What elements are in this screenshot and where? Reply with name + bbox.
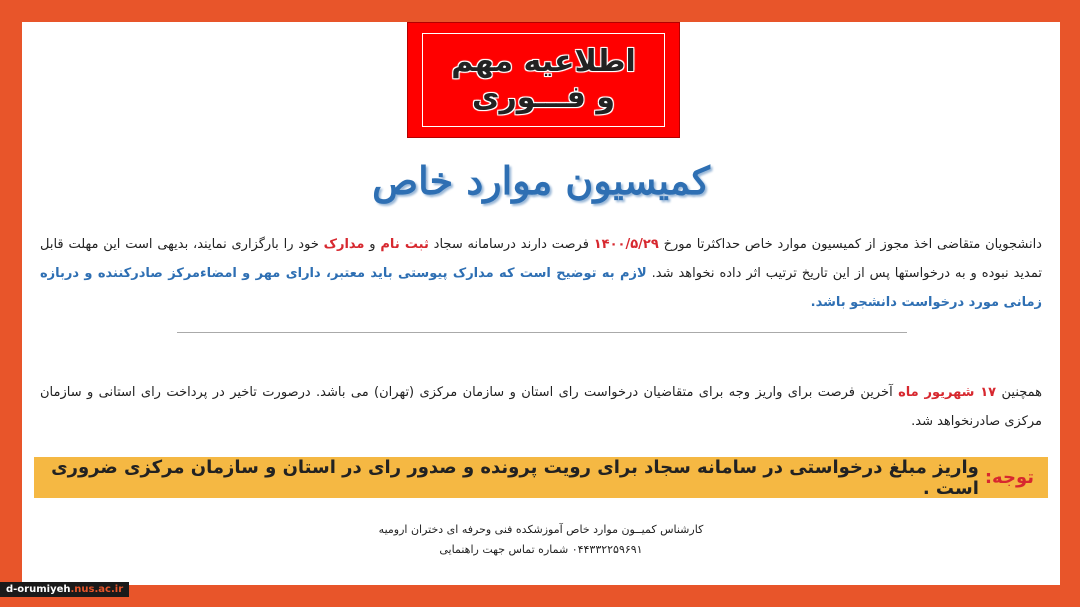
page-title: کمیسیون موارد خاص bbox=[372, 158, 710, 203]
url-suffix: .nus.ac.ir bbox=[70, 584, 124, 595]
footer-line-2: ۰۴۴۳۳۲۲۵۹۶۹۱ شماره تماس جهت راهنمایی bbox=[439, 543, 643, 556]
p2-text-2: آخرین فرصت برای واریز وجه برای متقاضیان درخواست رای استان و سازمان مرکزی (تهران) می باشد. درصورت تاخیر در پرداخت رای استانی و سازمان مرکزی صادرنخواهد شد. bbox=[40, 385, 1042, 429]
p1-text-1: دانشجویان متقاضی اخذ مجوز از کمیسیون موارد خاص حداکثرتا مورخ bbox=[658, 237, 1042, 252]
p1-text-2: فرصت دارند درسامانه سجاد bbox=[428, 237, 594, 252]
deadline-paragraph bbox=[40, 230, 1042, 317]
p1-text-3: و bbox=[364, 237, 381, 252]
attention-bar bbox=[34, 457, 1048, 498]
deadline-date: ۱۴۰۰/۵/۲۹ bbox=[593, 237, 659, 252]
p2-text-1: همچنین bbox=[996, 385, 1043, 400]
url-prefix: d-orumiyeh bbox=[6, 584, 71, 595]
urgent-banner-frame bbox=[422, 33, 665, 127]
footer-line-1: کارشناس کمیــون موارد خاص آموزشکده فنی وحرفه ای دختران ارومیه bbox=[378, 523, 704, 536]
announcement-card bbox=[22, 22, 1060, 585]
documents-keyword: مدارک bbox=[323, 237, 365, 252]
payment-deadline: ۱۷ شهریور ماه bbox=[898, 385, 997, 400]
divider-line bbox=[177, 332, 907, 333]
payment-paragraph bbox=[40, 378, 1042, 436]
registration-keyword: ثبت نام bbox=[380, 237, 429, 252]
site-url-watermark bbox=[0, 582, 129, 597]
contact-footer bbox=[22, 520, 1060, 560]
documents-requirement: لازم به توضیح است که مدارک پیوستی باید معتبر، دارای مهر و امضاءمرکز صادرکننده و دربازه زمانی مورد درخواست دانشجو باشد. bbox=[40, 266, 1042, 310]
attention-text: واریز مبلغ درخواستی در سامانه سجاد برای رویت پرونده و صدور رای در استان و سازمان مرکزی ضروری است . bbox=[51, 456, 979, 499]
banner-line-1: اطلاعیه مهم bbox=[451, 44, 636, 79]
p1-text-4: خود را بارگزاری نمایند، بدیهی است این مهلت قابل تمدید نبوده و به درخواستها پس از این تاریخ ترتیب اثر داده نخواهد شد. bbox=[40, 237, 1042, 281]
banner-line-2: و فـــوری bbox=[471, 80, 616, 115]
urgent-banner bbox=[407, 22, 680, 138]
attention-label: توجه: bbox=[984, 467, 1034, 488]
